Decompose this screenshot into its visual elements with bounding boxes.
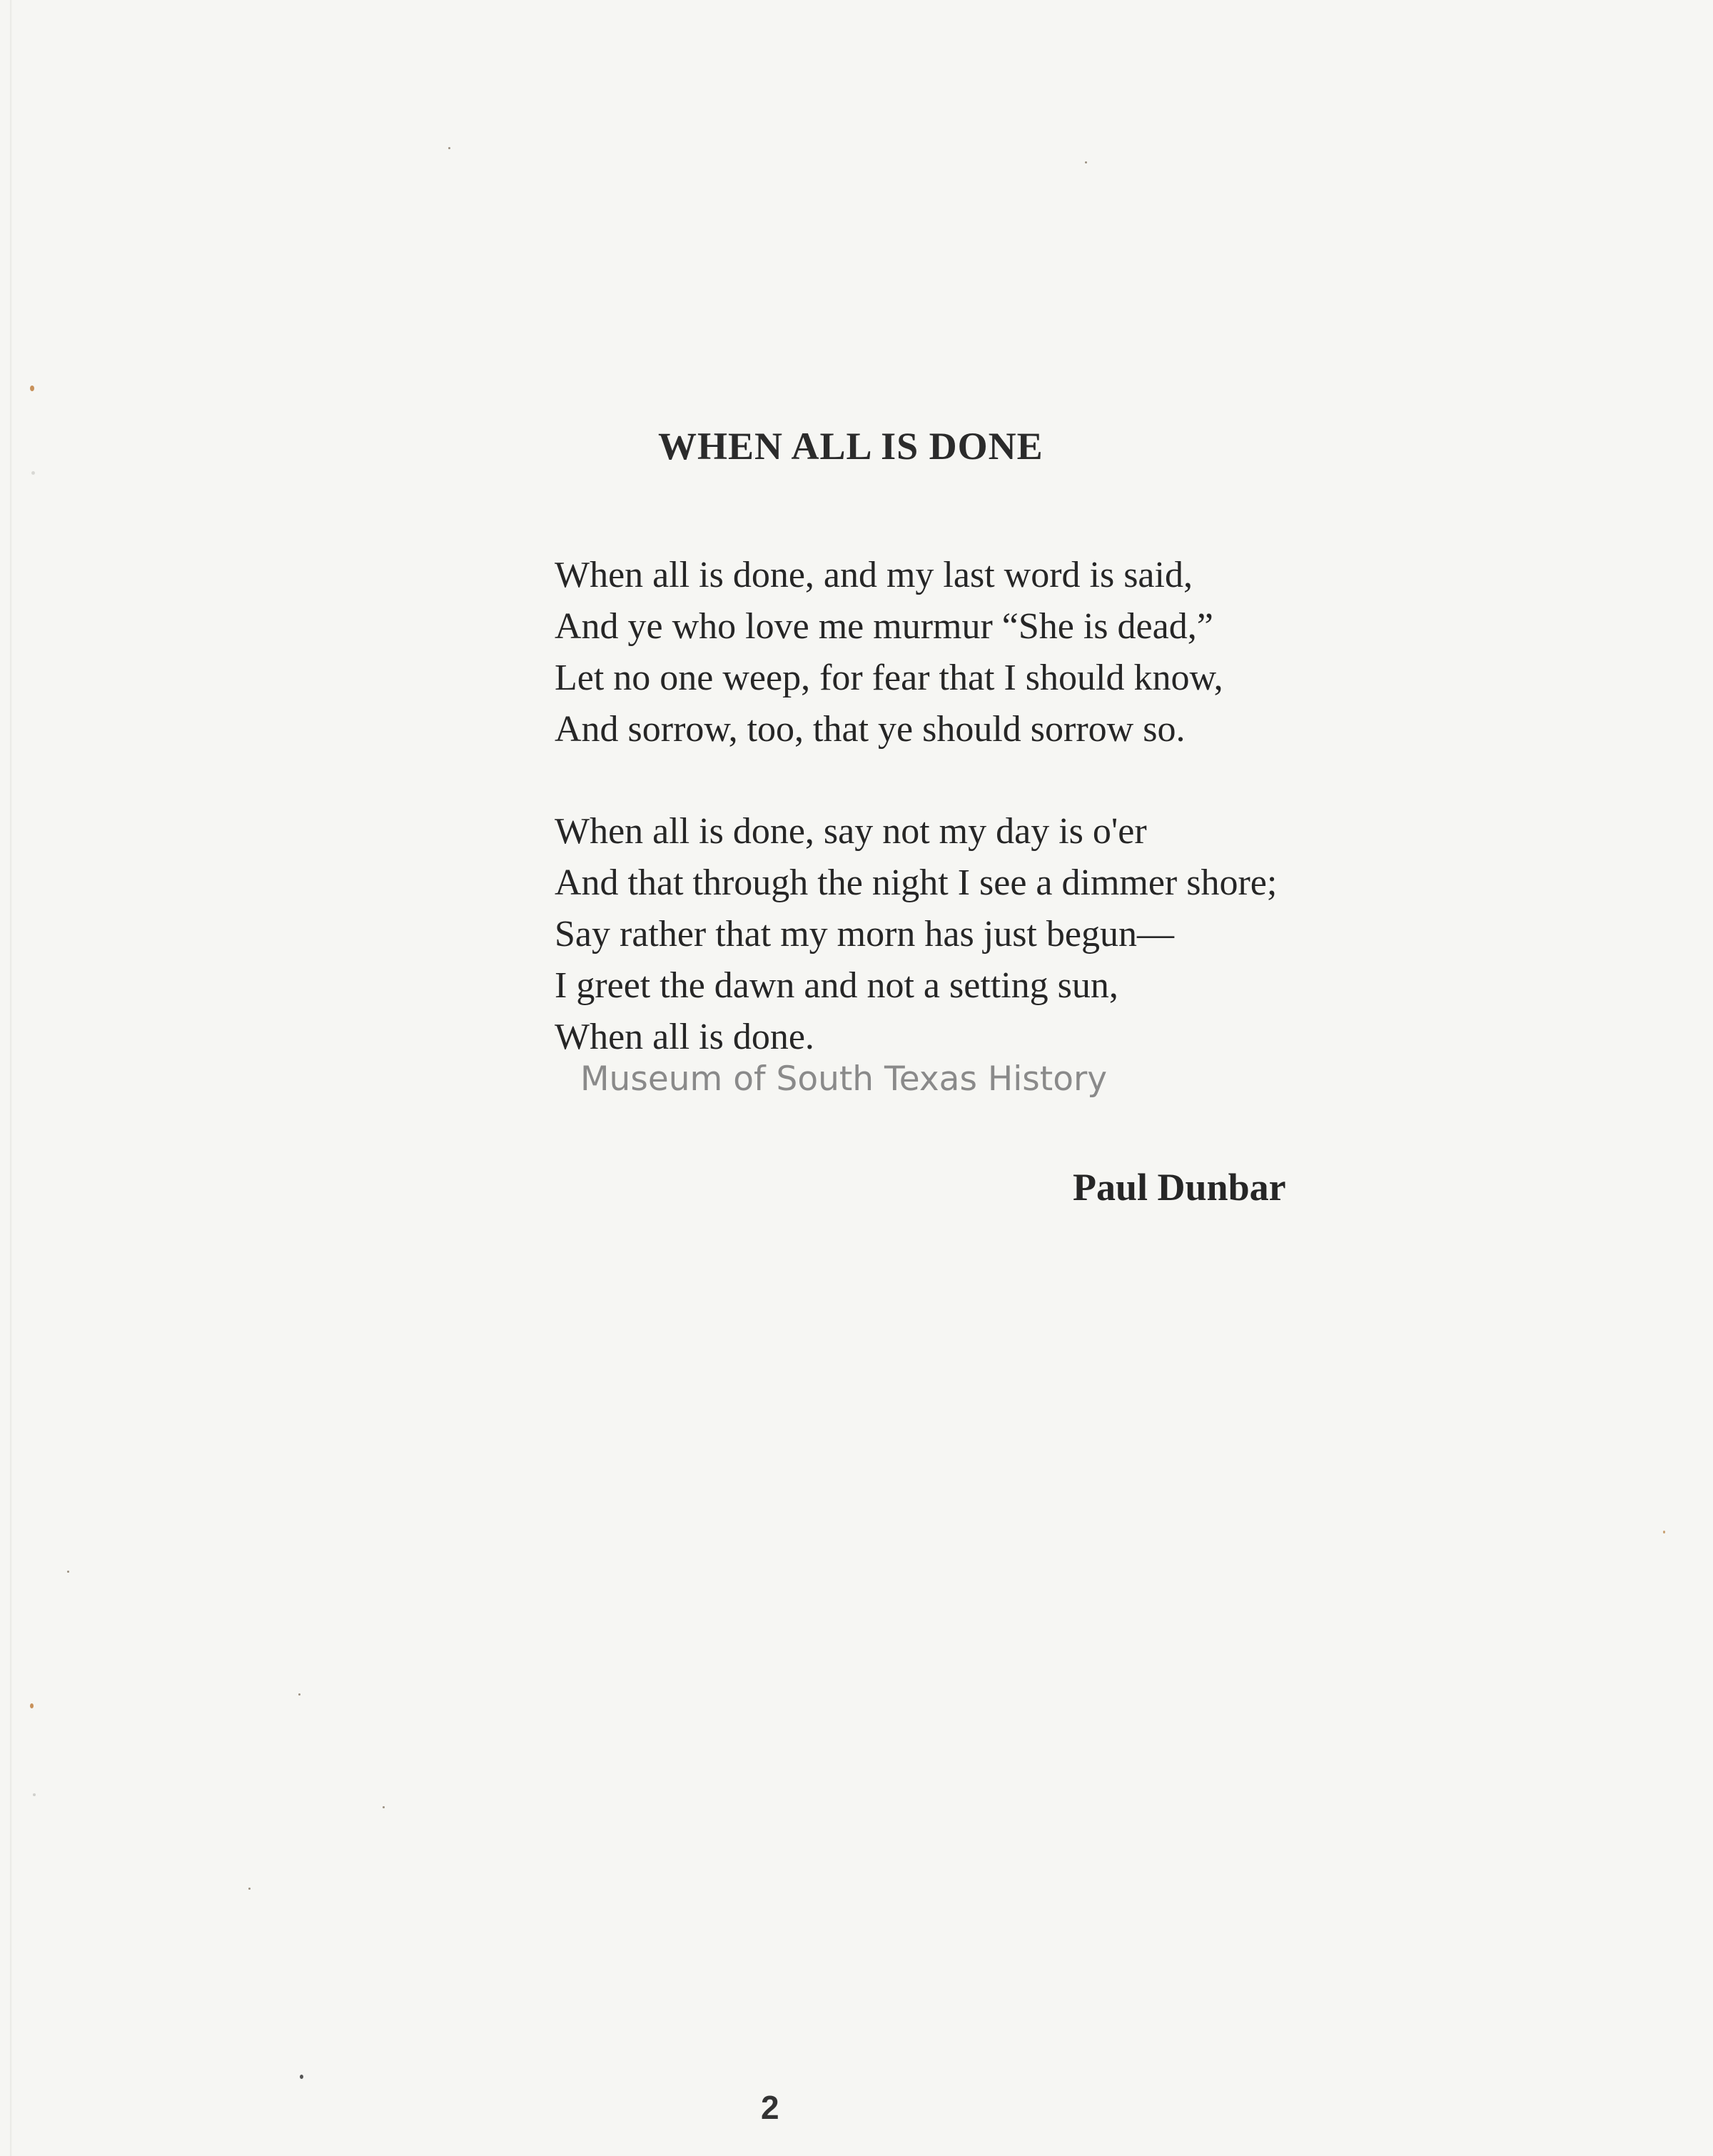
poem-line: When all is done, and my last word is said, (555, 555, 1193, 595)
stanza-2 (555, 806, 1277, 1063)
page-number: 2 (761, 2089, 779, 2126)
poem-line: And ye who love me murmur “She is dead,” (555, 606, 1213, 647)
poem-title: WHEN ALL IS DONE (658, 425, 1044, 468)
paper-speck (1085, 161, 1087, 163)
poem-author: Paul Dunbar (1073, 1166, 1286, 1209)
poem-line: I greet the dawn and not a setting sun, (555, 965, 1118, 1006)
paper-speck (383, 1806, 385, 1808)
paper-speck (67, 1571, 69, 1573)
paper-speck (300, 2075, 303, 2079)
poem-line: Say rather that my morn has just begun— (555, 914, 1174, 954)
paper-speck (1663, 1531, 1665, 1533)
paper-speck (31, 471, 35, 475)
page-left-edge (10, 0, 12, 2156)
poem-line: When all is done. (555, 1017, 814, 1057)
paper-speck (30, 386, 34, 391)
poem-line: And that through the night I see a dimmer shore; (555, 862, 1278, 903)
museum-watermark: Museum of South Texas History (580, 1059, 1108, 1099)
poem-line: And sorrow, too, that ye should sorrow so. (555, 709, 1186, 750)
paper-speck (33, 1793, 36, 1796)
paper-speck (298, 1693, 300, 1696)
paper-speck (448, 147, 450, 149)
paper-speck (30, 1703, 34, 1708)
poem-line: Let no one weep, for fear that I should know, (555, 658, 1223, 698)
poem-line: When all is done, say not my day is o'er (555, 811, 1147, 852)
stanza-1 (555, 550, 1223, 755)
paper-speck (248, 1888, 251, 1890)
